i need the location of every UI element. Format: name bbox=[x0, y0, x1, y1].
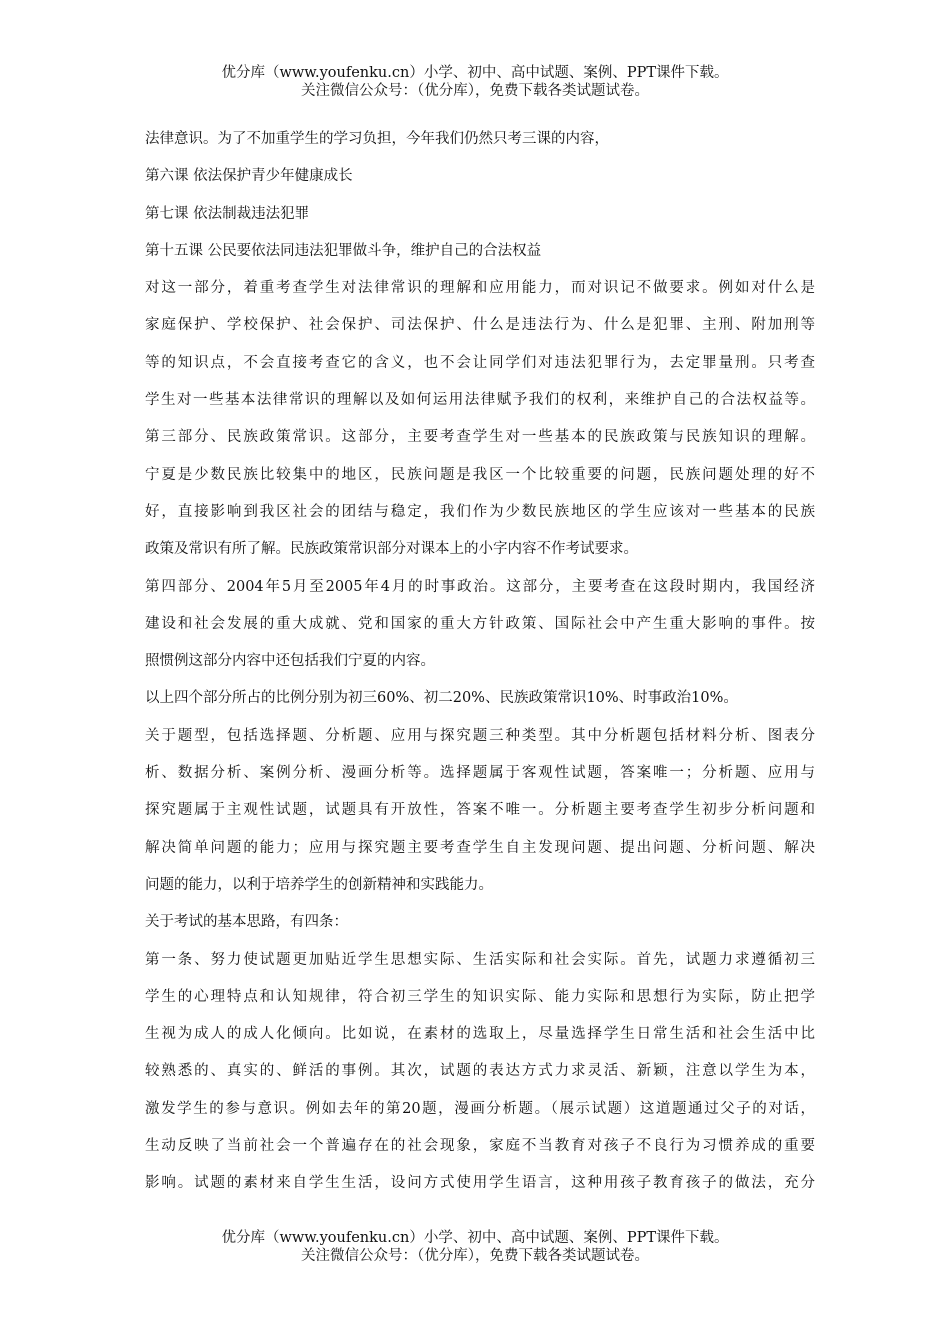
body-line: 影响。试题的素材来自学生生活，设问方式使用学生语言，这种用孩子教育孩子的做法，充分 bbox=[145, 1175, 815, 1192]
footer-line-1: 优分库（www.youfenku.cn）小学、初中、高中试题、案例、PPT课件下载。 bbox=[221, 1230, 729, 1246]
body-line: 第四部分、2004年5月至2005年4月的时事政治。这部分，主要考查在这段时期内，我国经济 bbox=[145, 578, 815, 595]
body-line: 宁夏是少数民族比较集中的地区，民族问题是我区一个比较重要的问题，民族问题处理的好不 bbox=[145, 466, 815, 483]
footer-line-2: 关注微信公众号：（优分库），免费下载各类试题试卷。 bbox=[301, 1248, 649, 1264]
page-footer bbox=[0, 1229, 950, 1265]
body-line: 关于考试的基本思路，有四条： bbox=[145, 914, 348, 931]
body-line: 第六课 依法保护青少年健康成长 bbox=[145, 168, 353, 185]
body-line: 照惯例这部分内容中还包括我们宁夏的内容。 bbox=[145, 653, 435, 670]
body-line: 好，直接影响到我区社会的团结与稳定，我们作为少数民族地区的学生应该对一些基本的民族 bbox=[145, 503, 815, 520]
page-header bbox=[0, 64, 950, 100]
body-line: 第七课 依法制裁违法犯罪 bbox=[145, 205, 310, 222]
body-line: 激发学生的参与意识。例如去年的第20题，漫画分析题。（展示试题）这道题通过父子的对话， bbox=[145, 1100, 815, 1117]
body-line: 政策及常识有所了解。民族政策常识部分对课本上的小字内容不作考试要求。 bbox=[145, 541, 638, 558]
body-line: 解决简单问题的能力；应用与探究题主要考查学生自主发现问题、提出问题、分析问题、解决 bbox=[145, 839, 815, 856]
body-line: 家庭保护、学校保护、社会保护、司法保护、什么是违法行为、什么是犯罪、主刑、附加刑等 bbox=[145, 317, 815, 334]
body-line: 生视为成人的成人化倾向。比如说，在素材的选取上，尽量选择学生日常生活和社会生活中比 bbox=[145, 1026, 815, 1043]
body-text bbox=[145, 121, 815, 1203]
body-line: 法律意识。为了不加重学生的学习负担，今年我们仍然只考三课的内容， bbox=[145, 131, 609, 147]
body-line: 问题的能力，以利于培养学生的创新精神和实践能力。 bbox=[145, 876, 493, 893]
body-line: 等的知识点，不会直接考查它的含义，也不会让同学们对违法犯罪行为，去定罪量刑。只考查 bbox=[145, 354, 815, 371]
body-line: 生动反映了当前社会一个普遍存在的社会现象，家庭不当教育对孩子不良行为习惯养成的重要 bbox=[145, 1138, 815, 1155]
body-line: 探究题属于主观性试题，试题具有开放性，答案不唯一。分析题主要考查学生初步分析问题和 bbox=[145, 802, 815, 819]
body-line: 析、数据分析、案例分析、漫画分析等。选择题属于客观性试题，答案唯一；分析题、应用与 bbox=[145, 765, 815, 782]
body-line: 第一条、努力使试题更加贴近学生思想实际、生活实际和社会实际。首先，试题力求遵循初三 bbox=[145, 951, 815, 968]
body-line: 较熟悉的、真实的、鲜活的事例。其次，试题的表达方式力求灵活、新颖，注意以学生为本， bbox=[145, 1063, 815, 1080]
header-line-1: 优分库（www.youfenku.cn）小学、初中、高中试题、案例、PPT课件下载。 bbox=[221, 65, 729, 81]
body-line: 关于题型，包括选择题、分析题、应用与探究题三种类型。其中分析题包括材料分析、图表分 bbox=[145, 727, 815, 744]
body-line: 第十五课 公民要依法同违法犯罪做斗争，维护自己的合法权益 bbox=[145, 242, 542, 259]
body-line: 以上四个部分所占的比例分别为初三60%、初二20%、民族政策常识10%、时事政治10%。 bbox=[145, 690, 738, 707]
body-line: 建设和社会发展的重大成就、党和国家的重大方针政策、国际社会中产生重大影响的事件。按 bbox=[145, 615, 815, 632]
body-line: 第三部分、民族政策常识。这部分，主要考查学生对一些基本的民族政策与民族知识的理解。 bbox=[145, 429, 815, 446]
body-line: 对这一部分，着重考查学生对法律常识的理解和应用能力，而对识记不做要求。例如对什么是 bbox=[145, 280, 815, 297]
body-line: 学生对一些基本法律常识的理解以及如何运用法律赋予我们的权利，来维护自己的合法权益等。 bbox=[145, 392, 815, 409]
header-line-2: 关注微信公众号：（优分库），免费下载各类试题试卷。 bbox=[301, 83, 649, 99]
body-line: 学生的心理特点和认知规律，符合初三学生的知识实际、能力实际和思想行为实际，防止把学 bbox=[145, 988, 815, 1005]
